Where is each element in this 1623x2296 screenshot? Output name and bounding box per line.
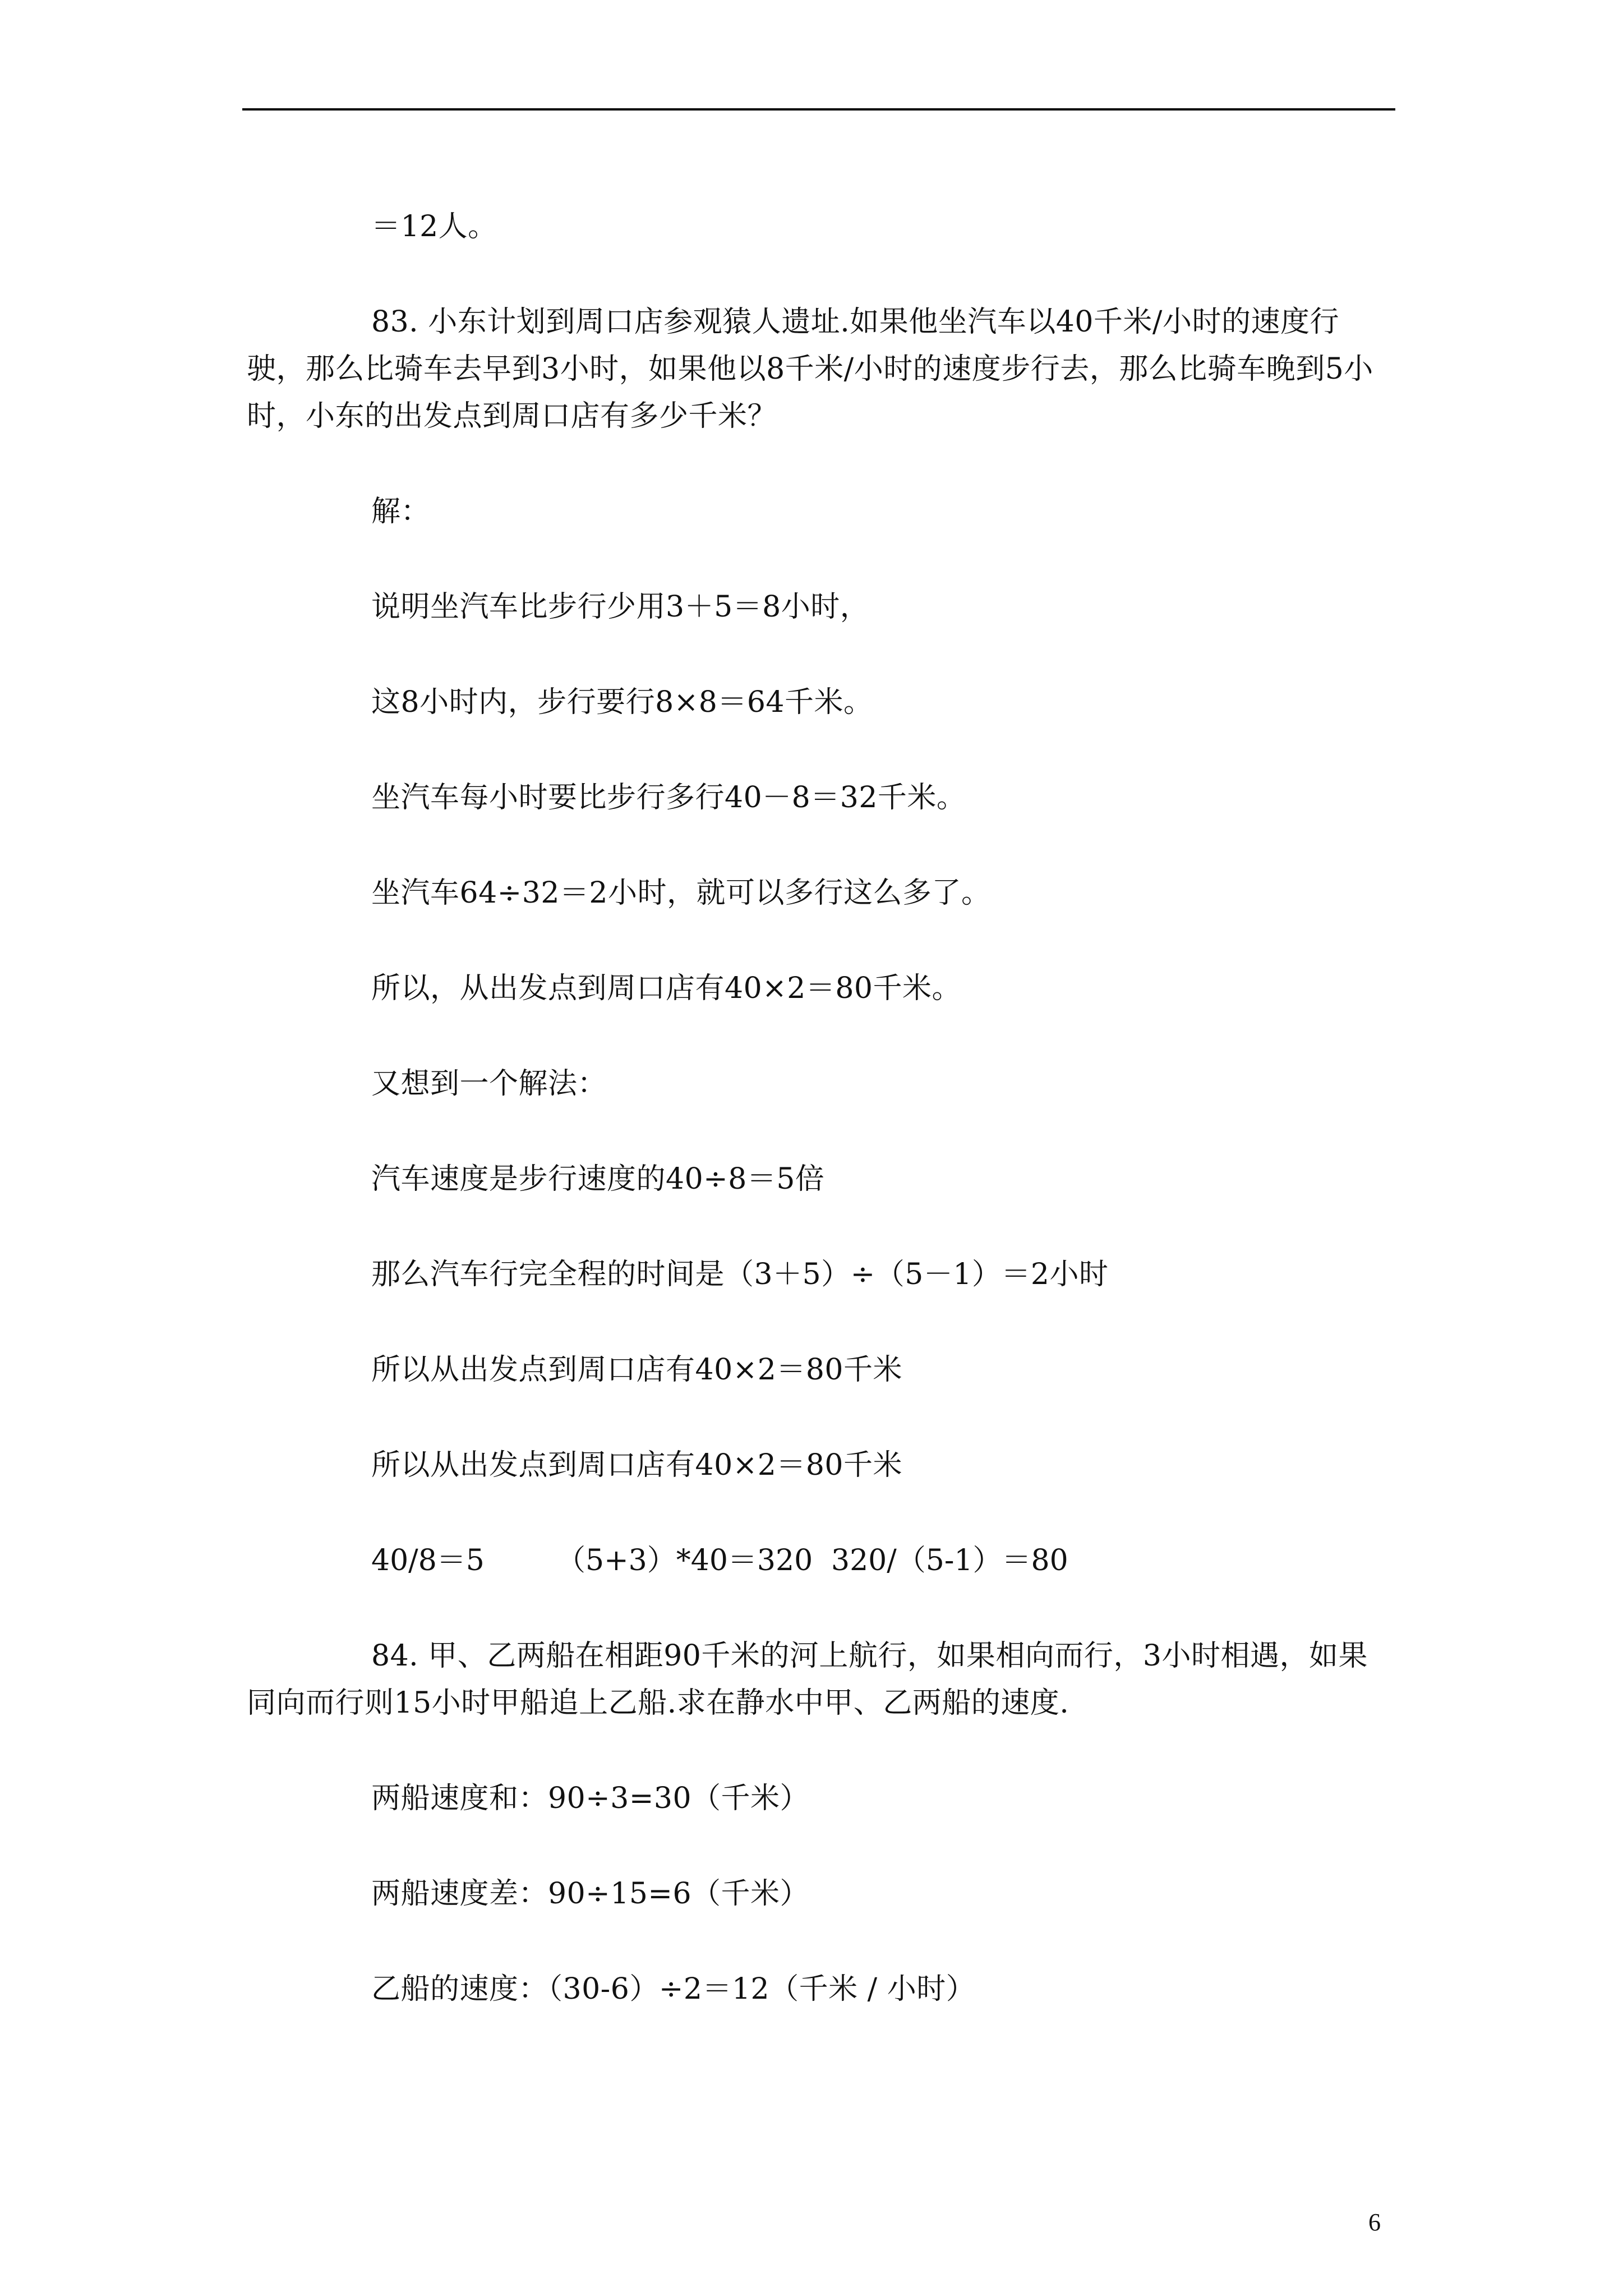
solution-line-4: 坐汽车64÷32＝2小时，就可以多行这么多了。 — [371, 876, 991, 910]
q84-line-3: 乙船的速度：（30-6）÷2＝12（千米 / 小时） — [371, 1972, 976, 2006]
page-number: 6 — [1368, 2208, 1381, 2236]
header-rule — [242, 108, 1395, 111]
solution-label: 解： — [371, 495, 431, 528]
solution-line-2: 这8小时内，步行要行8×8＝64千米。 — [371, 685, 873, 719]
question-83: 83. 小东计划到周口店参观猿人遗址.如果他坐汽车以40千米/小时的速度行驶，那么比骑车去早到3小时，如果他以8千米/小时的速度步行去，那么比骑车晚到5小时，小东的出发点到周口店有多少千米？ — [247, 305, 1373, 433]
solution-line-3: 坐汽车每小时要比步行多行40－8＝32千米。 — [371, 781, 966, 815]
solution-line-1: 说明坐汽车比步行少用3＋5＝8小时， — [371, 590, 870, 624]
solution-line-5: 所以，从出发点到周口店有40×2＝80千米。 — [371, 972, 961, 1005]
formula-3: 320/（5-1）＝80 — [831, 1544, 1068, 1577]
alt-solution-label: 又想到一个解法： — [371, 1067, 607, 1101]
q84-line-1: 两船速度和：90÷3=30（千米） — [371, 1782, 810, 1815]
formula-2: （5+3）*40＝320 — [556, 1544, 813, 1577]
document-body — [247, 203, 1391, 2061]
alt-solution-line-2: 那么汽车行完全程的时间是（3＋5）÷（5－1）＝2小时 — [371, 1258, 1109, 1291]
alt-solution-line-3: 所以从出发点到周口店有40×2＝80千米 — [371, 1353, 902, 1387]
q84-line-2: 两船速度差：90÷15=6（千米） — [371, 1877, 810, 1911]
alt-solution-line-1: 汽车速度是步行速度的40÷8＝5倍 — [371, 1162, 825, 1196]
formula-1: 40/8＝5 — [371, 1544, 485, 1577]
formula-row — [371, 1537, 1391, 1584]
question-84: 84. 甲、乙两船在相距90千米的河上航行，如果相向而行，3小时相遇，如果同向而行则15小时甲船追上乙船.求在静水中甲、乙两船的速度. — [247, 1639, 1368, 1720]
alt-solution-line-4: 所以从出发点到周口店有40×2＝80千米 — [371, 1448, 902, 1482]
paragraph-result-12: ＝12人。 — [371, 210, 497, 243]
